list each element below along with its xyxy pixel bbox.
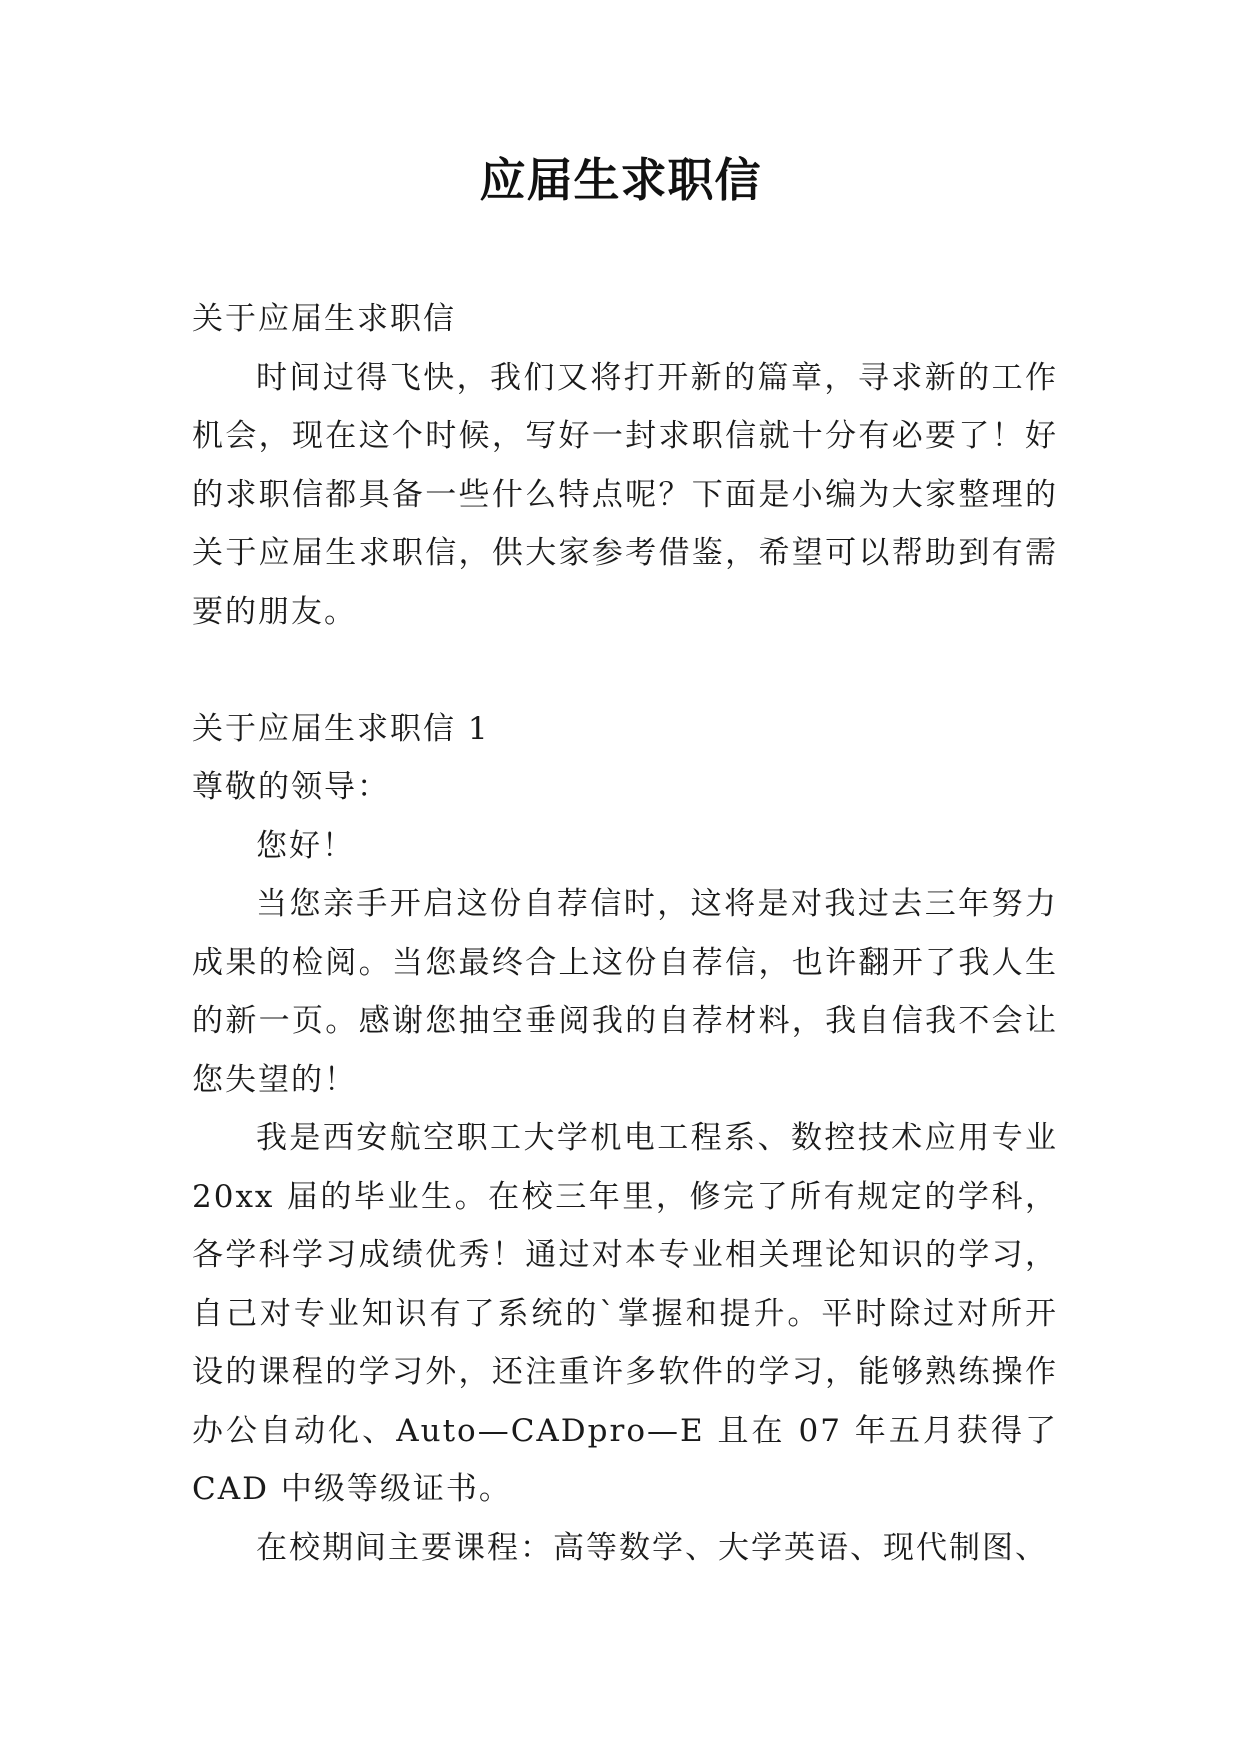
paragraph: 当您亲手开启这份自荐信时，这将是对我过去三年努力成果的检阅。当您最终合上这份自荐信，也许翻开了我人生的新一页。感谢您抽空垂阅我的自荐材料，我自信我不会让您失望的！	[192, 886, 1058, 1098]
paragraph: 您好！	[256, 827, 355, 864]
paragraph: 尊敬的领导：	[192, 769, 390, 805]
paragraph: 关于应届生求职信 1	[192, 710, 490, 747]
paragraph: 在校期间主要课程：高等数学、大学英语、现代制图、	[256, 1529, 1048, 1566]
document-title: 应届生求职信	[479, 153, 762, 207]
paragraph: 关于应届生求职信	[192, 301, 456, 337]
document-body	[192, 290, 1058, 1577]
paragraph: 时间过得飞快，我们又将打开新的篇章，寻求新的工作机会，现在这个时候，写好一封求职信就十分有必要了！好的求职信都具备一些什么特点呢？下面是小编为大家整理的关于应届生求职信，供大家参考借鉴，希望可以帮助到有需要的朋友。	[192, 359, 1058, 630]
paragraph: 我是西安航空职工大学机电工程系、数控技术应用专业 20xx 届的毕业生。在校三年里，修完了所有规定的学科，各学科学习成绩优秀！通过对本专业相关理论知识的学习，自己对专业知识有了系统的`掌握和提升。平时除过对所开设的课程的学习外，还注重许多软件的学习，能够熟练操作办公自动化、Auto—CADpro—E 且在 07 年五月获得了 CAD 中级等级证书。	[192, 1120, 1058, 1507]
